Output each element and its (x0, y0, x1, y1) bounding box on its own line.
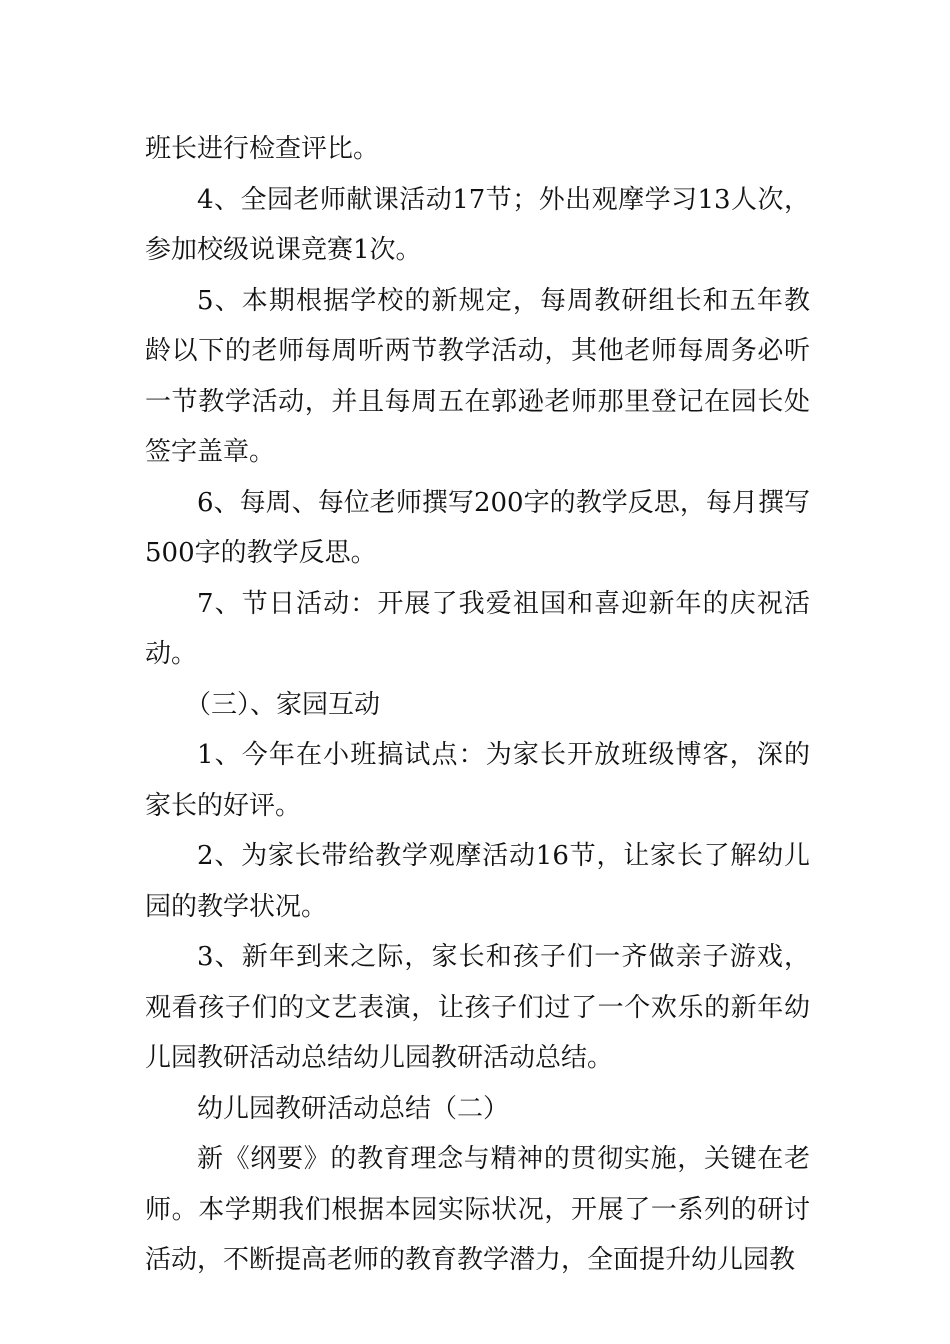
paragraph-9: 新《纲要》的教育理念与精神的贯彻实施，关键在老师。本学期我们根据本园实际状况，开展了一系列的研讨活动，不断提高老师的教育教学潜力，全面提升幼儿园教 (145, 1144, 810, 1275)
paragraph-5: 7、节日活动：开展了我爱祖国和喜迎新年的庆祝活动。 (145, 588, 810, 669)
paragraph-1: 班长进行检查评比。 (145, 134, 380, 164)
paragraph-7: 2、为家长带给教学观摩活动16节，让家长了解幼儿园的教学状况。 (145, 841, 810, 922)
paragraph-3: 5、本期根据学校的新规定，每周教研组长和五年教龄以下的老师每周听两节教学活动，其他老师每周务必听一节教学活动，并且每周五在郭逊老师那里登记在园长处签字盖章。 (145, 285, 810, 467)
paragraph-2: 4、全园老师献课活动17节；外出观摩学习13人次，参加校级说课竞赛1次。 (145, 184, 810, 265)
paragraph-8: 3、新年到来之际，家长和孩子们一齐做亲子游戏，观看孩子们的文艺表演，让孩子们过了一个欢乐的新年幼儿园教研活动总结幼儿园教研活动总结。 (145, 942, 810, 1073)
paragraph-4: 6、每周、每位老师撰写200字的教学反思，每月撰写500字的教学反思。 (145, 487, 810, 568)
document-body (145, 124, 810, 1286)
section-title-2: 幼儿园教研活动总结（二） (197, 1093, 510, 1124)
paragraph-6: 1、今年在小班搞试点：为家长开放班级博客，深的家长的好评。 (145, 740, 810, 821)
section-heading-3: （三）、家园互动 (185, 689, 381, 720)
